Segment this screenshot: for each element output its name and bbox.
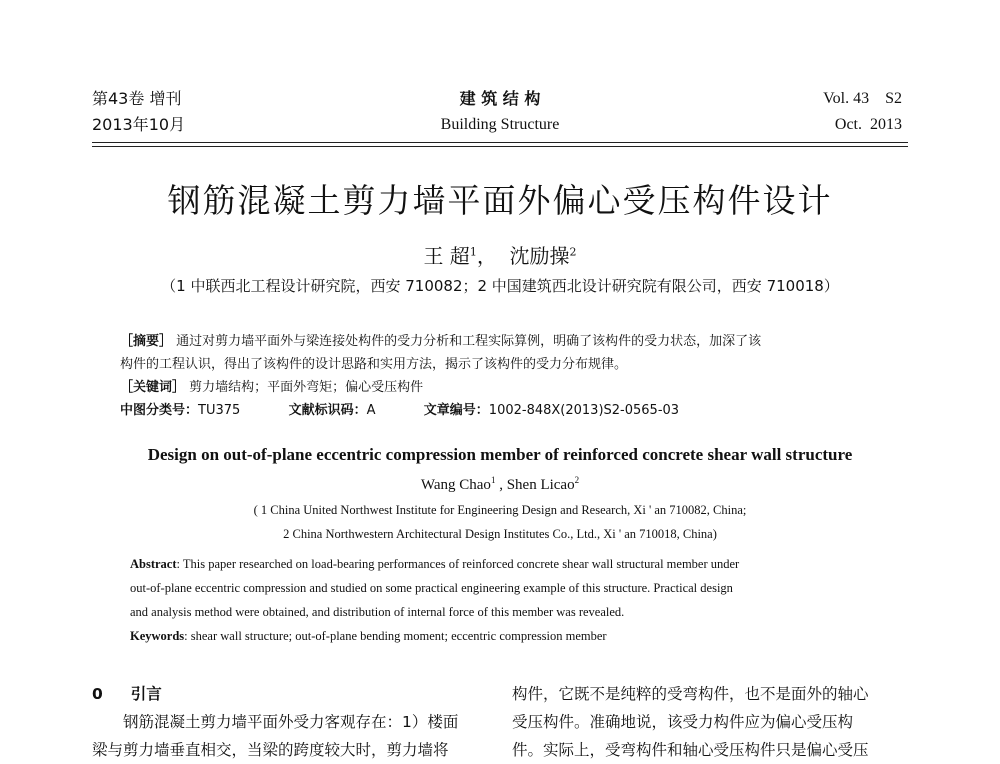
header-journal-en: Building Structure [440,116,560,133]
author-1-en: Wang Chao [420,477,491,493]
header-rule-bottom [92,146,908,147]
abstract-label-en: Abstract [130,557,177,571]
abstract-en-line1: : This paper researched on load-bearing performances of reinforced concrete shear wall structural member under [176,557,740,571]
abstract-label-cn: ［摘要］ [120,334,173,349]
article-no-value: 1002-848X(2013)S2-0565-03 [488,403,680,418]
keywords-label-en: Keywords [130,629,185,643]
authors-cn [0,240,1000,269]
body-left-column [92,680,487,764]
abstract-en [130,552,870,648]
header-journal-cn: 建 筑 结 构 [459,89,541,108]
doc-code-value: A [366,403,376,418]
keywords-en: : shear wall structure; out-of-plane bending moment; eccentric compression member [184,629,607,643]
doc-code-label: 文献标识码： [288,403,367,418]
abstract-en-line3: and analysis method were obtained, and distribution of internal force of this member was revealed. [130,605,625,619]
abstract-cn-line2: 构件的工程认识，得出了该构件的设计思路和实用方法，揭示了该构件的受力分布规律。 [120,357,628,372]
author-2-en: Shen Licao [506,477,575,493]
paper-title-cn: 钢筋混凝土剪力墙平面外偏心受压构件设计 [167,181,833,220]
author-en-separator: , [495,477,507,493]
body-right-line2: 受压构件。准确地说，该受力构件应为偏心受压构 [512,713,854,731]
article-no-label: 文章编号： [423,403,489,418]
keywords-cn: 剪力墙结构；平面外弯矩；偏心受压构件 [189,380,424,395]
header-date-cn: 2013年10月 [92,115,186,134]
authors-en [0,475,1000,494]
author-1-sup: 1 [469,245,477,259]
header-volume-cn: 第43卷 增刊 [92,89,182,108]
clc-label: 中图分类号： [120,403,199,418]
abstract-cn [120,330,880,422]
body-right-column [512,680,907,764]
body-right-line3: 件。实际上，受弯构件和轴心受压构件只是偏心受压 [512,741,869,759]
header-date-en: Oct. 2013 [834,116,902,133]
header-rule-top [92,142,908,143]
author-2-en-sup: 2 [574,475,580,485]
abstract-cn-line1: 通过对剪力墙平面外与梁连接处构件的受力分析和工程实际算例，明确了该构件的受力状态，加深了该 [176,334,762,349]
author-2-cn: 沈励操 [509,244,570,268]
clc-value: TU375 [198,403,241,418]
section-number: 0 [92,685,103,703]
body-left-line2: 梁与剪力墙垂直相交，当梁的跨度较大时，剪力墙将 [92,741,449,759]
body-left-line1: 钢筋混凝土剪力墙平面外受力客观存在：1）楼面 [123,713,459,731]
affiliation-en-line1: ( 1 China United Northwest Institute for Engineering Design and Research, Xi ' an 710082, China; [253,503,747,517]
author-1-cn: 王 超 [423,244,470,268]
header-volume-en: Vol. 43 S2 [823,90,902,107]
paper-title-en: Design on out-of-plane eccentric compression member of reinforced concrete shear wall structure [147,445,853,464]
section-title: 引言 [130,685,162,703]
body-right-line1: 构件，它既不是纯粹的受弯构件，也不是面外的轴心 [512,685,869,703]
keywords-label-cn: ［关键词］ [120,380,186,395]
affiliation-en-line2: 2 China Northwestern Architectural Design Institutes Co., Ltd., Xi ' an 710018, China) [283,527,717,541]
author-separator: ， [476,244,510,268]
author-1-en-sup: 1 [490,475,496,485]
abstract-en-line2: out-of-plane eccentric compression and studied on some practical engineering example of this structure. Practical design [130,581,733,595]
affiliation-cn: （1 中联西北工程设计研究院，西安 710082；2 中国建筑西北设计研究院有限公司，西安 710018） [161,277,839,295]
author-2-sup: 2 [569,245,577,259]
